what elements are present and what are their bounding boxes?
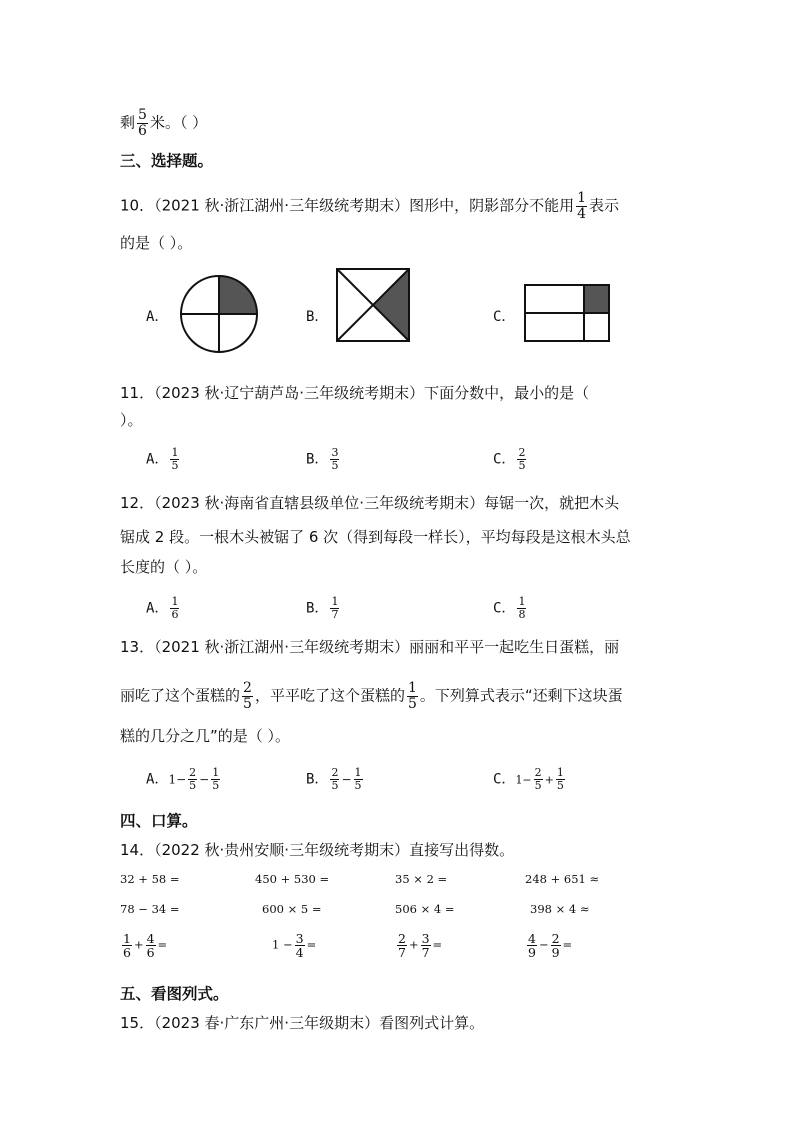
calc-r1c2: 450 + 530 = xyxy=(255,872,330,886)
calc-r1c3: 35 × 2 = xyxy=(395,872,448,886)
q11-option-a: A． $\frac{1}{5}$ xyxy=(146,446,179,472)
q13-line-1: 13．（2021 秋·浙江湖州·三年级统考期末）丽丽和平平一起吃生日蛋糕，丽 xyxy=(120,638,620,656)
q12-option-b: B． $\frac{1}{7}$ xyxy=(306,595,339,621)
q13-line-2: 丽吃了这个蛋糕的 $\frac{2}{5}$ ，平平吃了这个蛋糕的 $\frac{1}{5}$ 。下列算式表示“还剩下这块蛋 xyxy=(120,680,623,712)
q11-option-b-fraction: $\frac{3}{5}$ xyxy=(331,446,339,472)
q15-line-1: 15．（2023 春·广东广州·三年级期末）看图列式计算。 xyxy=(120,1014,485,1032)
q11-option-c: C． $\frac{2}{5}$ xyxy=(493,446,526,472)
q10-text-suffix: 表示 xyxy=(589,196,620,215)
q12-option-a: A． $\frac{1}{6}$ xyxy=(146,595,179,621)
q10-line-1 xyxy=(120,191,619,221)
calc-r1c4: 248 + 651 ≈ xyxy=(525,872,600,886)
q11-line-1: 11．（2023 秋·辽宁葫芦岛·三年级统考期末）下面分数中，最小的是（ xyxy=(120,384,590,402)
q13-option-c: C．1− $\frac{2}{5}$ + $\frac{1}{5}$ xyxy=(493,766,564,792)
q10-text: 10．（2021 秋·浙江湖州·三年级统考期末）图形中，阴影部分不能用 xyxy=(120,196,575,215)
calc-r3c1: $\frac{1}{6}$ + $\frac{4}{6}$ = xyxy=(123,931,168,961)
q9-tail-line xyxy=(120,108,207,138)
q10-option-a-label: A． xyxy=(146,309,169,325)
q12-option-b-fraction: $\frac{1}{7}$ xyxy=(331,595,339,621)
calc-r3c4: $\frac{4}{9}$ − $\frac{2}{9}$ = xyxy=(528,931,573,961)
calc-r3c2: 1 − $\frac{3}{4}$ = xyxy=(272,931,317,961)
calc-r2c3: 506 × 4 = xyxy=(395,902,455,916)
calc-r1c1: 32 + 58 = xyxy=(120,872,180,886)
q9-tail-suffix: 米。（ ） xyxy=(149,113,208,132)
q10-line-2: 的是（ ）。 xyxy=(120,234,193,252)
q11-option-a-fraction: $\frac{1}{5}$ xyxy=(171,446,179,472)
q12-option-a-fraction: $\frac{1}{6}$ xyxy=(171,595,179,621)
q13-option-a: A．1− $\frac{2}{5}$ − $\frac{1}{5}$ xyxy=(146,766,220,792)
q10-option-c-rectangle-figure xyxy=(524,284,610,342)
q14-line-1: 14．（2022 秋·贵州安顺·三年级统考期末）直接写出得数。 xyxy=(120,841,515,859)
q11-option-b: B． $\frac{3}{5}$ xyxy=(306,446,339,472)
q11-line-2: ）。 xyxy=(120,411,143,429)
q10-option-a-circle-figure xyxy=(178,273,260,355)
section-heading-choice: 三、选择题。 xyxy=(120,152,214,170)
q10-option-b-square-figure xyxy=(336,268,410,342)
calc-r2c2: 600 × 5 = xyxy=(262,902,322,916)
q11-option-c-fraction: $\frac{2}{5}$ xyxy=(518,446,526,472)
fraction-one-quarter: $\frac{1}{4}$ xyxy=(577,190,586,222)
q12-line-2: 锯成 2 段。一根木头被锯了 6 次（得到每段一样长），平均每段是这根木头总 xyxy=(120,528,631,546)
calc-r3c3: $\frac{2}{7}$ + $\frac{3}{7}$ = xyxy=(398,931,443,961)
fraction-five-sixths: $\frac{5}{6}$ xyxy=(138,107,147,139)
q12-line-1: 12．（2023 秋·海南省直辖县级单位·三年级统考期末）每锯一次，就把木头 xyxy=(120,494,620,512)
q10-option-c-label: C． xyxy=(493,309,516,325)
q10-option-b-label: B． xyxy=(306,309,329,325)
q12-option-c-fraction: $\frac{1}{8}$ xyxy=(518,595,526,621)
shaded-triangle xyxy=(373,270,408,340)
q13-line-3: 糕的几分之几”的是（ ）。 xyxy=(120,727,291,745)
q12-option-c: C． $\frac{1}{8}$ xyxy=(493,595,526,621)
shaded-cell xyxy=(584,285,609,313)
q12-line-3: 长度的（ ）。 xyxy=(120,558,208,576)
section-heading-picture-equation: 五、看图列式。 xyxy=(120,985,229,1003)
fraction-one-fifth: $\frac{1}{5}$ xyxy=(407,680,417,712)
calc-r2c4: 398 × 4 ≈ xyxy=(530,902,590,916)
calc-r2c1: 78 − 34 = xyxy=(120,902,180,916)
q13-option-b: B． $\frac{2}{5}$ − $\frac{1}{5}$ xyxy=(306,766,362,792)
section-heading-mental-math: 四、口算。 xyxy=(120,812,198,830)
q9-tail-prefix: 剩 xyxy=(120,113,136,132)
fraction-two-fifths: $\frac{2}{5}$ xyxy=(243,680,252,712)
